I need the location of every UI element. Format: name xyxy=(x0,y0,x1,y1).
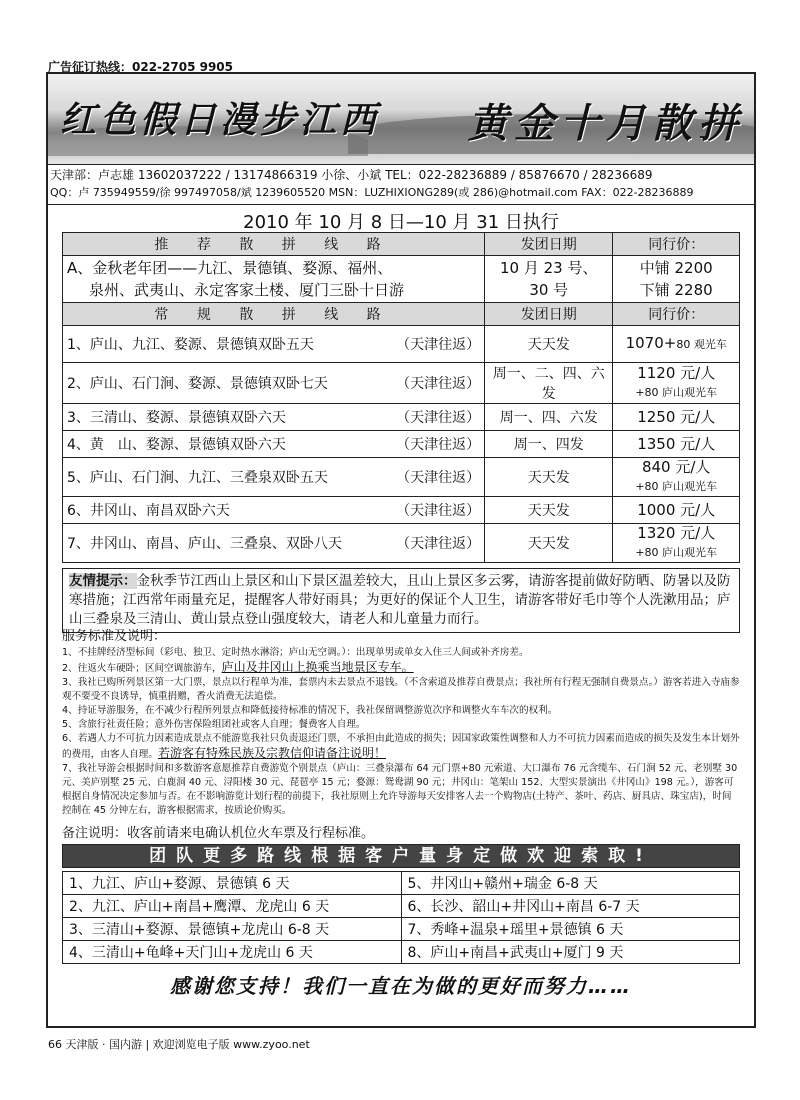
route-price xyxy=(613,524,740,563)
remark: 备注说明：收客前请来电确认机位火车票及行程标准。 xyxy=(62,826,375,841)
route-price-note: +80 庐山观光车 xyxy=(635,546,718,559)
route-cell xyxy=(63,363,485,404)
route-line xyxy=(67,407,480,427)
recommended-date xyxy=(485,256,613,303)
flyer-frame xyxy=(46,72,756,1028)
recommended-price-line: 中铺 2200 xyxy=(639,259,713,277)
route-date: 周一、二、四、六发 xyxy=(485,363,613,404)
route-origin: （天津往返） xyxy=(396,337,481,353)
route-name: 2、庐山、石门涧、婺源、景德镇双卧七天 xyxy=(67,376,328,392)
service-item: 4、持证导游服务，在不减少行程所列景点和降低接待标准的情况下，我社保留调整游览次序和调整火车车次的权利。 xyxy=(62,705,558,716)
page-footer: 66 天津版 · 国内游 | 欢迎浏览电子版 www.zyoo.net xyxy=(48,1038,310,1051)
route-price-value: 1070+ xyxy=(625,334,677,352)
tips-label: 友情提示： xyxy=(69,573,137,589)
service-title: 服务标准及说明： xyxy=(62,629,167,644)
extra-route: 2、九江、庐山+南昌+鹰潭、龙虎山 6 天 xyxy=(63,895,402,918)
extra-routes-row xyxy=(63,872,740,895)
service-item: 1、不挂牌经济型标间（彩电、独卫、定时热水淋浴；庐山无空调。）：出现单男或单女入住三人间或补齐房差。 xyxy=(62,647,529,658)
route-cell xyxy=(63,404,485,431)
extra-route: 7、秀峰+温泉+瑶里+景德镇 6 天 xyxy=(401,918,740,941)
recommended-date-line: 10 月 23 号、 xyxy=(500,259,598,277)
banner-title-left: 红色假日漫步江西 xyxy=(60,99,381,141)
route-line xyxy=(67,373,480,393)
route-line xyxy=(67,500,480,520)
route-line xyxy=(67,434,480,454)
route-origin: （天津往返） xyxy=(396,437,481,453)
route-date: 天天发 xyxy=(485,497,613,524)
route-date: 天天发 xyxy=(485,326,613,363)
route-cell xyxy=(63,431,485,458)
route-price xyxy=(613,404,740,431)
route-cell xyxy=(63,326,485,363)
regular-rows xyxy=(63,326,740,563)
route-price xyxy=(613,326,740,363)
route-line xyxy=(67,533,480,553)
route-line xyxy=(67,467,480,487)
route-cell xyxy=(63,497,485,524)
route-date: 周一、四、六发 xyxy=(485,404,613,431)
regular-route-row xyxy=(63,404,740,431)
route-name: 1、庐山、九江、婺源、景德镇双卧五天 xyxy=(67,337,314,353)
route-name: 6、井冈山、南昌双卧六天 xyxy=(67,503,230,519)
route-price xyxy=(613,497,740,524)
thanks-message: 感谢您支持！我们一直在为做的更好而努力…… xyxy=(170,974,632,998)
route-line xyxy=(67,334,480,354)
route-name: 3、三清山、婺源、景德镇双卧六天 xyxy=(67,410,286,426)
route-name: 7、井冈山、南昌、庐山、三叠泉、双卧八天 xyxy=(67,536,342,552)
divider xyxy=(48,204,754,205)
friendly-tips xyxy=(62,568,740,633)
regular-route-row xyxy=(63,497,740,524)
regular-route-row xyxy=(63,524,740,563)
recommended-date-line: 30 号 xyxy=(529,281,569,299)
custom-slogan: 团队更多路线根据客户量身定做欢迎索取! xyxy=(62,844,740,868)
route-date: 周一、四发 xyxy=(485,431,613,458)
recommended-route-line: 泉州、武夷山、永定客家土楼、厦门三卧十日游 xyxy=(89,281,405,299)
recommended-price xyxy=(613,256,740,303)
service-item: 3、我社已购所列景区第一大门票，景点以行程单为准，套票内未去景点不退钱。（不含索道及推荐自费景点；我社所有行程无强制自费景点。）游客若进入寺庙参观不要受不良诱导，慎重捐赠，香火消费无法追偿。 xyxy=(62,677,740,702)
header-price: 同行价： xyxy=(613,233,740,256)
extra-routes-row xyxy=(63,918,740,941)
route-cell xyxy=(63,458,485,497)
service-item: 7、我社导游会根据时间和多数游客意愿推荐自费游览个别景点（庐山：三叠泉瀑布 64 元门票+80 元索道、大口瀑布 76 元含缆车、石门涧 52 元、老别墅 30 元、美庐别墅 25 元、白鹿洞 40 元、浔阳楼 30 元、琵琶亭 15 元；婺源：鸳鸯湖 90 元；井冈山：笔架山 152、大型实景演出《井冈山》198 元。），游客可根据自身情况决定参加与否。在不影响游览计划行程的前提下，我社原则上允许导游每天安排客人去一个购物店(土特产、茶叶、药店、厨具店、珠宝店)，时间控制在 45 分钟左右，游客根据需求，按质论价购买。 xyxy=(62,763,738,816)
ad-hotline: 广告征订热线：022-2705 9905 xyxy=(48,60,234,74)
service-item-highlight: 若游客有特殊民族及宗教信仰请备注说明！ xyxy=(157,746,386,760)
extra-route: 4、三清山+龟峰+天门山+龙虎山 6 天 xyxy=(63,941,402,964)
extra-routes-row xyxy=(63,941,740,964)
extra-route: 8、庐山+南昌+武夷山+厦门 9 天 xyxy=(401,941,740,964)
extra-route: 5、井冈山+赣州+瑞金 6-8 天 xyxy=(401,872,740,895)
header-price: 同行价： xyxy=(613,303,740,326)
service-item-text: 6、若遇人力不可抗力因素造成景点不能游览我社只负责退还门票，不承担由此造成的损失；因国家政策性调整和人力不可抗力因素而造成的损失及发生本计划外的费用，由客人自理。 xyxy=(62,733,740,760)
service-item: 5、含旅行社责任险；意外伤害保险组团社或客人自理；餐费客人自理。 xyxy=(62,719,366,730)
service-item-highlight: 庐山及井冈山上换乘当地景区专车。 xyxy=(221,660,414,674)
header-route: 常 规 散 拼 线 路 xyxy=(63,303,485,326)
contact-online: QQ：卢 735949559/徐 997497058/斌 1239605520 MSN：LUZHIXIONG289(或 286)@hotmail.com FAX：022-28236889 xyxy=(50,186,694,199)
recommended-route-line: A、金秋老年团——九江、景德镇、婺源、福州、 xyxy=(67,259,393,277)
route-cell xyxy=(63,524,485,563)
date-range: 2010 年 10 月 8 日—10 月 31 日执行 xyxy=(243,212,559,233)
route-price-note: +80 庐山观光车 xyxy=(635,480,718,493)
recommended-price-line: 下铺 2280 xyxy=(639,281,713,299)
route-origin: （天津往返） xyxy=(396,410,481,426)
routes-table xyxy=(62,232,740,563)
route-price-value: 840 元/人 xyxy=(641,458,711,476)
recommended-header xyxy=(63,233,740,256)
header-date: 发团日期 xyxy=(485,233,613,256)
route-name: 4、黄 山、婺源、景德镇双卧六天 xyxy=(67,437,286,453)
header-date: 发团日期 xyxy=(485,303,613,326)
route-origin: （天津往返） xyxy=(396,376,481,392)
route-price-value: 1320 元/人 xyxy=(637,524,716,542)
extra-route: 3、三清山+婺源、景德镇+龙虎山 6-8 天 xyxy=(63,918,402,941)
route-price-value: 1250 元/人 xyxy=(637,408,716,426)
route-date: 天天发 xyxy=(485,524,613,563)
extra-routes-row xyxy=(63,895,740,918)
recommended-row xyxy=(63,256,740,303)
tips-text: 金秋季节江西山上景区和山下景区温差较大，且山上景区多云雾，请游客提前做好防晒、防暑以及防寒措施；江西常年雨量充足，提醒客人带好雨具；为更好的保证个人卫生，请游客带好毛巾等个人洗漱用品；庐山三叠泉及三清山、黄山景点登山强度较大，请老人和儿童量力而行。 xyxy=(69,573,731,627)
route-price-value: 1120 元/人 xyxy=(637,364,716,382)
route-origin: （天津往返） xyxy=(396,503,481,519)
route-origin: （天津往返） xyxy=(396,470,481,486)
route-date: 天天发 xyxy=(485,458,613,497)
header-route: 推 荐 散 拼 线 路 xyxy=(63,233,485,256)
route-name: 5、庐山、石门涧、九江、三叠泉双卧五天 xyxy=(67,470,328,486)
service-standards xyxy=(62,630,740,818)
route-origin: （天津往返） xyxy=(396,536,481,552)
extra-route: 1、九江、庐山+婺源、景德镇 6 天 xyxy=(63,872,402,895)
service-item-text: 2、往返火车硬卧；区间空调旅游车， xyxy=(62,663,222,674)
banner-title-right: 黄金十月散拼 xyxy=(468,100,744,147)
route-price xyxy=(613,431,740,458)
route-price-value: 1000 元/人 xyxy=(637,501,716,519)
recommended-route xyxy=(63,256,485,303)
service-item xyxy=(62,732,740,762)
route-price xyxy=(613,363,740,404)
service-item xyxy=(62,660,740,676)
extra-routes xyxy=(62,871,740,964)
regular-header xyxy=(63,303,740,326)
contact-phones: 天津部：卢志雄 13602037222 / 13174866319 小徐、小斌 TEL：022-28236889 / 85876670 / 28236689 xyxy=(50,168,653,182)
banner xyxy=(48,74,754,164)
regular-route-row xyxy=(63,326,740,363)
divider xyxy=(48,164,754,165)
regular-route-row xyxy=(63,458,740,497)
extra-route: 6、长沙、韶山+井冈山+南昌 6-7 天 xyxy=(401,895,740,918)
route-price-value: 1350 元/人 xyxy=(637,435,716,453)
regular-route-row xyxy=(63,431,740,458)
route-price-note: +80 庐山观光车 xyxy=(635,386,718,399)
route-price xyxy=(613,458,740,497)
route-price-note: 80 观光车 xyxy=(676,338,727,351)
regular-route-row xyxy=(63,363,740,404)
